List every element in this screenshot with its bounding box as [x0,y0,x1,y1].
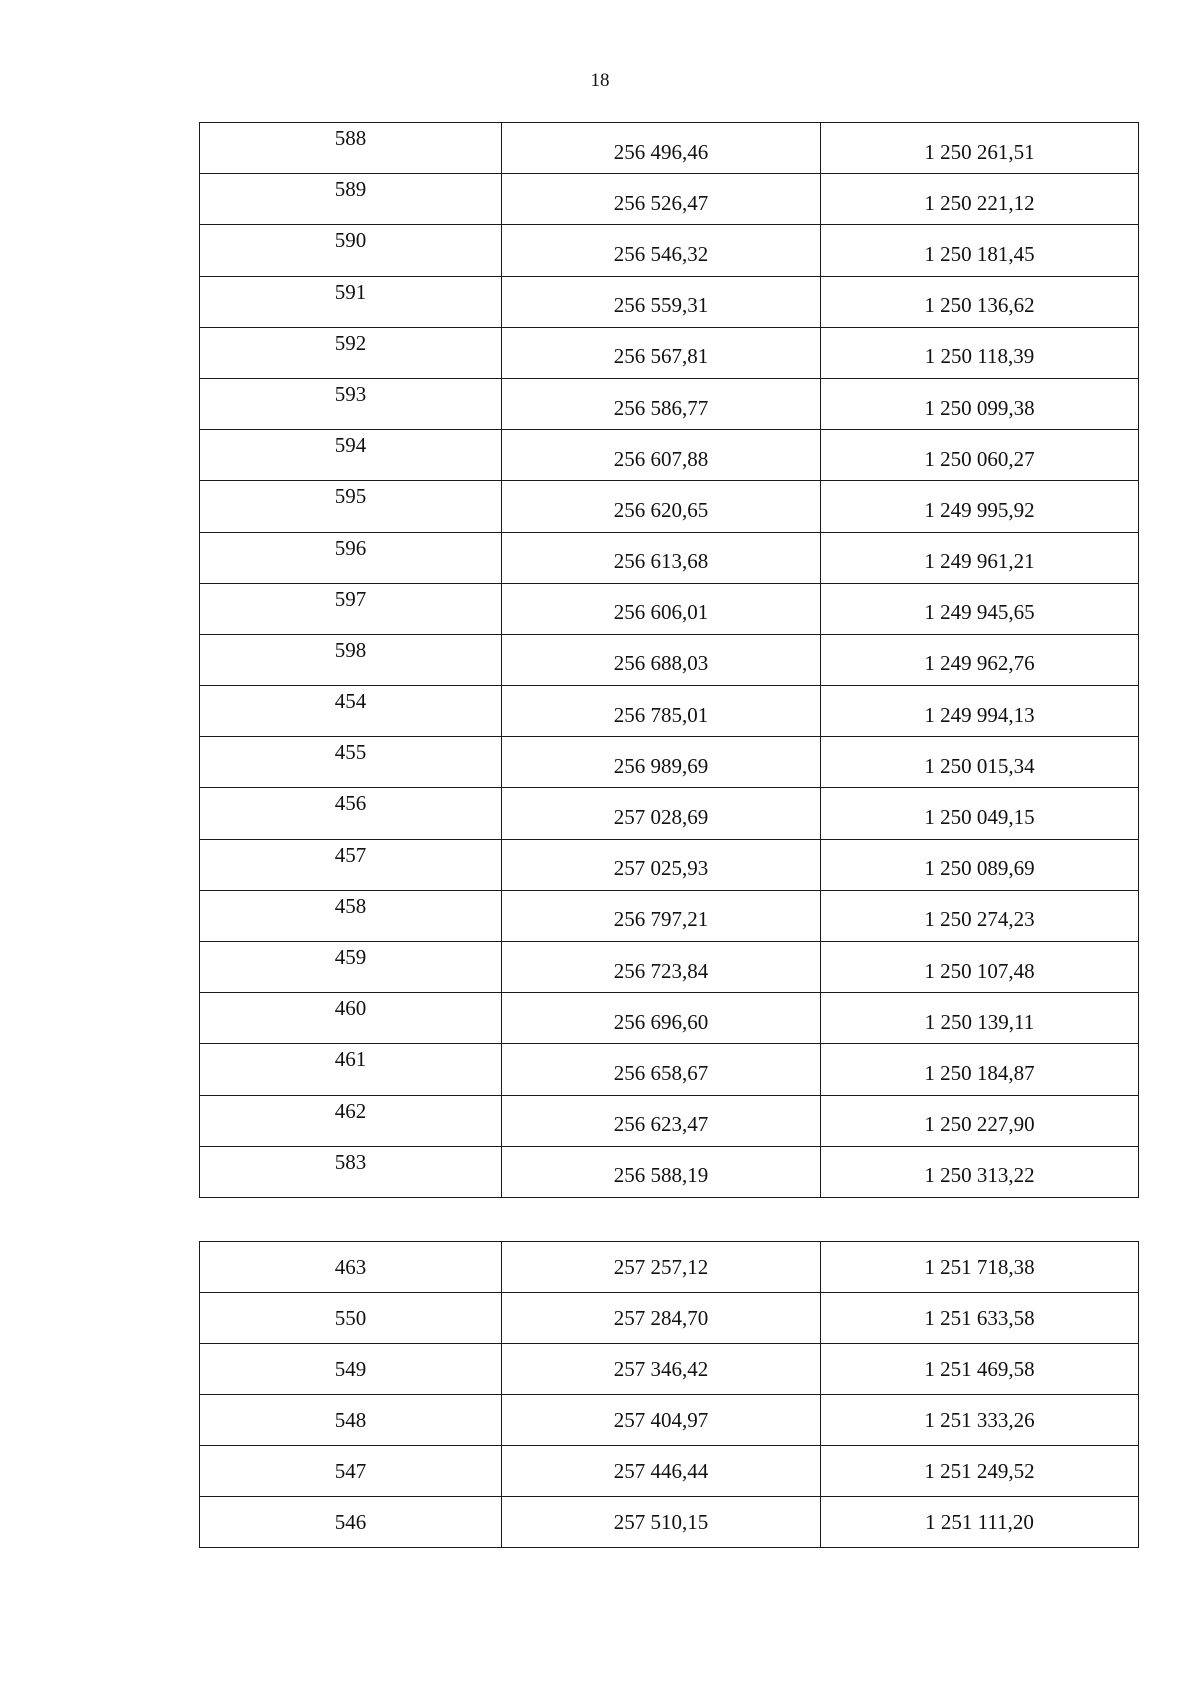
table-row [200,327,1139,378]
table-row [200,1344,1139,1395]
x-coordinate-cell: 257 510,15 [502,1497,821,1548]
x-coordinate-cell: 256 785,01 [502,686,821,737]
table-row [200,1044,1139,1095]
table-row [200,1293,1139,1344]
point-number-cell: 590 [200,225,502,276]
table-row [200,1446,1139,1497]
point-number-cell: 547 [200,1446,502,1497]
x-coordinate-cell: 257 346,42 [502,1344,821,1395]
x-coordinate-cell: 256 613,68 [502,532,821,583]
point-number-cell: 588 [200,123,502,174]
point-number-cell: 462 [200,1095,502,1146]
y-coordinate-cell: 1 249 995,92 [821,481,1139,532]
x-coordinate-cell: 256 546,32 [502,225,821,276]
y-coordinate-cell: 1 250 136,62 [821,276,1139,327]
x-coordinate-cell: 256 607,88 [502,430,821,481]
table-row [200,276,1139,327]
x-coordinate-cell: 256 559,31 [502,276,821,327]
point-number-cell: 461 [200,1044,502,1095]
x-coordinate-cell: 256 658,67 [502,1044,821,1095]
y-coordinate-cell: 1 251 469,58 [821,1344,1139,1395]
table-row [200,123,1139,174]
y-coordinate-cell: 1 249 994,13 [821,686,1139,737]
point-number-cell: 593 [200,378,502,429]
table-row [200,1242,1139,1293]
table-row [200,174,1139,225]
x-coordinate-cell: 257 284,70 [502,1293,821,1344]
point-number-cell: 583 [200,1146,502,1197]
point-number-cell: 598 [200,634,502,685]
x-coordinate-cell: 256 623,47 [502,1095,821,1146]
table-row [200,583,1139,634]
point-number-cell: 596 [200,532,502,583]
x-coordinate-cell: 256 723,84 [502,942,821,993]
coordinates-table-2 [199,1241,1139,1548]
y-coordinate-cell: 1 249 961,21 [821,532,1139,583]
y-coordinate-cell: 1 250 261,51 [821,123,1139,174]
x-coordinate-cell: 256 588,19 [502,1146,821,1197]
point-number-cell: 454 [200,686,502,737]
point-number-cell: 592 [200,327,502,378]
coordinates-table-2-body [200,1242,1139,1548]
table-row [200,890,1139,941]
coordinates-table-1-body [200,123,1139,1198]
point-number-cell: 589 [200,174,502,225]
point-number-cell: 546 [200,1497,502,1548]
table-row [200,1395,1139,1446]
table-row [200,686,1139,737]
table-row [200,839,1139,890]
point-number-cell: 459 [200,942,502,993]
x-coordinate-cell: 256 496,46 [502,123,821,174]
x-coordinate-cell: 257 028,69 [502,788,821,839]
table-row [200,225,1139,276]
x-coordinate-cell: 256 688,03 [502,634,821,685]
point-number-cell: 458 [200,890,502,941]
table-row [200,1497,1139,1548]
y-coordinate-cell: 1 250 221,12 [821,174,1139,225]
y-coordinate-cell: 1 250 089,69 [821,839,1139,890]
table-row [200,430,1139,481]
table-row [200,378,1139,429]
point-number-cell: 597 [200,583,502,634]
y-coordinate-cell: 1 249 945,65 [821,583,1139,634]
y-coordinate-cell: 1 250 181,45 [821,225,1139,276]
x-coordinate-cell: 256 567,81 [502,327,821,378]
table-row [200,942,1139,993]
y-coordinate-cell: 1 251 633,58 [821,1293,1139,1344]
point-number-cell: 550 [200,1293,502,1344]
x-coordinate-cell: 256 696,60 [502,993,821,1044]
x-coordinate-cell: 257 446,44 [502,1446,821,1497]
y-coordinate-cell: 1 250 118,39 [821,327,1139,378]
table-row [200,1146,1139,1197]
point-number-cell: 549 [200,1344,502,1395]
table-row [200,532,1139,583]
y-coordinate-cell: 1 250 107,48 [821,942,1139,993]
y-coordinate-cell: 1 250 060,27 [821,430,1139,481]
y-coordinate-cell: 1 249 962,76 [821,634,1139,685]
y-coordinate-cell: 1 251 718,38 [821,1242,1139,1293]
point-number-cell: 463 [200,1242,502,1293]
y-coordinate-cell: 1 251 333,26 [821,1395,1139,1446]
x-coordinate-cell: 257 025,93 [502,839,821,890]
x-coordinate-cell: 257 404,97 [502,1395,821,1446]
y-coordinate-cell: 1 250 139,11 [821,993,1139,1044]
y-coordinate-cell: 1 250 015,34 [821,737,1139,788]
point-number-cell: 457 [200,839,502,890]
y-coordinate-cell: 1 250 099,38 [821,378,1139,429]
y-coordinate-cell: 1 251 249,52 [821,1446,1139,1497]
point-number-cell: 595 [200,481,502,532]
table-row [200,481,1139,532]
table-row [200,788,1139,839]
point-number-cell: 548 [200,1395,502,1446]
x-coordinate-cell: 256 586,77 [502,378,821,429]
point-number-cell: 455 [200,737,502,788]
y-coordinate-cell: 1 251 111,20 [821,1497,1139,1548]
x-coordinate-cell: 256 620,65 [502,481,821,532]
y-coordinate-cell: 1 250 184,87 [821,1044,1139,1095]
x-coordinate-cell: 256 526,47 [502,174,821,225]
table-row [200,993,1139,1044]
y-coordinate-cell: 1 250 227,90 [821,1095,1139,1146]
point-number-cell: 591 [200,276,502,327]
point-number-cell: 594 [200,430,502,481]
x-coordinate-cell: 256 989,69 [502,737,821,788]
x-coordinate-cell: 257 257,12 [502,1242,821,1293]
table-row [200,737,1139,788]
x-coordinate-cell: 256 797,21 [502,890,821,941]
y-coordinate-cell: 1 250 313,22 [821,1146,1139,1197]
page-number: 18 [590,70,610,91]
table-row [200,1095,1139,1146]
x-coordinate-cell: 256 606,01 [502,583,821,634]
coordinates-table-1 [199,122,1139,1198]
y-coordinate-cell: 1 250 049,15 [821,788,1139,839]
y-coordinate-cell: 1 250 274,23 [821,890,1139,941]
point-number-cell: 456 [200,788,502,839]
table-row [200,634,1139,685]
point-number-cell: 460 [200,993,502,1044]
